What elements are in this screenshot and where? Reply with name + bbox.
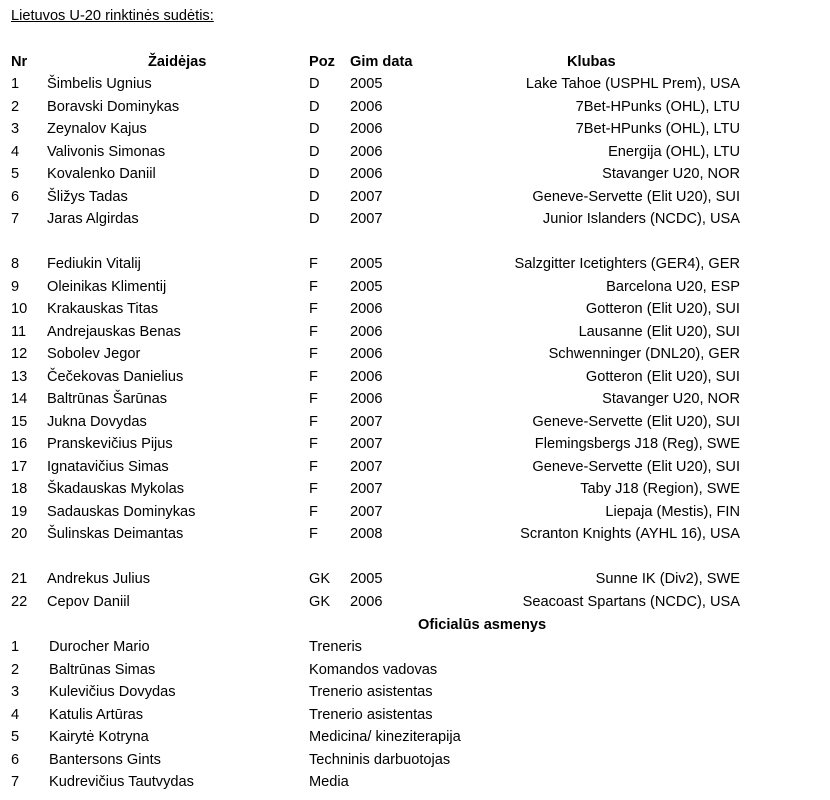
page-title: Lietuvos U-20 rinktinės sudėtis: — [11, 8, 214, 24]
player-year: 2006 — [350, 368, 383, 385]
player-pos: GK — [309, 593, 331, 610]
official-row — [0, 636, 830, 658]
player-pos: F — [309, 391, 318, 407]
player-club: Geneve-Servette (Elit U20), SUI — [532, 188, 740, 205]
player-row — [0, 208, 830, 230]
player-name: Čečekovas Danielius — [47, 368, 184, 385]
player-nr: 3 — [11, 121, 20, 137]
player-nr: 21 — [11, 571, 28, 587]
player-name: Krakauskas Titas — [47, 301, 159, 317]
player-row — [0, 253, 830, 275]
player-year: 2006 — [350, 121, 383, 137]
player-club: 7Bet-HPunks (OHL), LTU — [575, 121, 740, 137]
official-name: Durocher Mario — [49, 639, 150, 655]
player-name: Sobolev Jegor — [47, 346, 141, 362]
player-pos: D — [309, 143, 320, 160]
official-role: Trenerio asistentas — [309, 706, 433, 723]
player-name: Fediukin Vitalij — [47, 256, 141, 272]
player-nr: 4 — [11, 143, 20, 160]
player-year: 2006 — [350, 346, 383, 362]
player-club: Stavanger U20, NOR — [602, 166, 740, 182]
player-pos: D — [309, 76, 320, 92]
player-pos: F — [309, 278, 318, 295]
player-pos: F — [309, 503, 318, 520]
player-club: Gotteron (Elit U20), SUI — [585, 368, 740, 385]
player-nr: 19 — [11, 503, 28, 520]
header-player: Žaidėjas — [148, 54, 207, 70]
header-birth: Gim data — [350, 54, 413, 70]
player-nr: 20 — [11, 526, 28, 542]
player-club: Energija (OHL), LTU — [608, 143, 740, 160]
player-year: 2007 — [350, 188, 383, 205]
official-row — [0, 771, 830, 793]
official-name: Bantersons Gints — [49, 751, 161, 768]
player-nr: 11 — [11, 323, 27, 340]
player-pos: D — [309, 121, 320, 137]
player-club: Lausanne (Elit U20), SUI — [578, 323, 740, 340]
official-role: Media — [309, 774, 349, 790]
official-nr: 5 — [11, 729, 20, 745]
official-role: Trenerio asistentas — [309, 684, 433, 700]
player-nr: 12 — [11, 346, 28, 362]
player-pos: D — [309, 211, 320, 227]
player-year: 2007 — [350, 211, 383, 227]
player-year: 2006 — [350, 143, 383, 160]
player-row — [0, 501, 830, 523]
player-pos: F — [309, 323, 318, 340]
player-club: 7Bet-HPunks (OHL), LTU — [575, 98, 740, 115]
player-name: Jukna Dovydas — [47, 413, 147, 430]
player-year: 2006 — [350, 593, 383, 610]
player-pos: F — [309, 458, 318, 475]
official-role: Komandos vadovas — [309, 661, 438, 678]
player-club: Lake Tahoe (USPHL Prem), USA — [525, 76, 740, 92]
player-year: 2006 — [350, 323, 383, 340]
official-row — [0, 681, 830, 703]
player-year: 2007 — [350, 503, 383, 520]
header-club: Klubas — [567, 54, 616, 70]
official-name: Kulevičius Dovydas — [49, 684, 176, 700]
player-row — [0, 411, 830, 433]
player-pos: F — [309, 526, 318, 542]
player-row — [0, 456, 830, 478]
player-pos: F — [309, 301, 318, 317]
player-nr: 22 — [11, 593, 28, 610]
player-row — [0, 366, 830, 388]
player-row — [0, 433, 830, 455]
player-pos: D — [309, 98, 320, 115]
player-nr: 8 — [11, 256, 20, 272]
player-club: Sunne IK (Div2), SWE — [595, 571, 740, 587]
official-name: Kudrevičius Tautvydas — [49, 774, 194, 790]
player-row — [0, 96, 830, 118]
player-nr: 1 — [11, 76, 20, 92]
player-club: Flemingsbergs J18 (Reg), SWE — [534, 436, 740, 452]
player-name: Pranskevičius Pijus — [47, 436, 173, 452]
player-name: Zeynalov Kajus — [47, 121, 147, 137]
player-club: Geneve-Servette (Elit U20), SUI — [532, 413, 740, 430]
player-row — [0, 186, 830, 208]
player-pos: F — [309, 413, 318, 430]
player-pos: F — [309, 436, 318, 452]
official-role: Techninis darbuotojas — [309, 751, 451, 768]
player-row — [0, 141, 830, 163]
player-row — [0, 321, 830, 343]
player-nr: 2 — [11, 98, 20, 115]
player-row — [0, 118, 830, 140]
player-club: Taby J18 (Region), SWE — [580, 481, 740, 497]
player-name: Andrekus Julius — [47, 571, 151, 587]
player-name: Šulinskas Deimantas — [47, 526, 184, 542]
player-nr: 10 — [11, 301, 28, 317]
player-pos: F — [309, 368, 318, 385]
officials-title: Oficialūs asmenys — [418, 617, 547, 633]
official-nr: 4 — [11, 706, 20, 723]
player-year: 2007 — [350, 458, 383, 475]
player-year: 2005 — [350, 76, 383, 92]
player-year: 2006 — [350, 166, 383, 182]
player-year: 2006 — [350, 301, 383, 317]
player-row — [0, 568, 830, 590]
official-nr: 7 — [11, 774, 20, 790]
player-name: Cepov Daniil — [47, 593, 130, 610]
player-name: Jaras Algirdas — [47, 211, 139, 227]
player-name: Sadauskas Dominykas — [47, 503, 196, 520]
header-pos: Poz — [309, 54, 335, 70]
player-name: Oleinikas Klimentij — [47, 278, 167, 295]
player-nr: 18 — [11, 481, 28, 497]
player-row — [0, 298, 830, 320]
player-year: 2006 — [350, 98, 383, 115]
player-name: Baltrūnas Šarūnas — [47, 391, 168, 407]
header-nr: Nr — [11, 54, 28, 70]
official-row — [0, 704, 830, 726]
player-club: Liepaja (Mestis), FIN — [605, 503, 740, 520]
player-name: Šližys Tadas — [47, 188, 128, 205]
player-name: Kovalenko Daniil — [47, 166, 156, 182]
player-row — [0, 276, 830, 298]
player-year: 2005 — [350, 571, 383, 587]
player-nr: 16 — [11, 436, 28, 452]
player-nr: 6 — [11, 188, 20, 205]
player-row — [0, 523, 830, 545]
player-nr: 15 — [11, 413, 28, 430]
player-pos: D — [309, 166, 320, 182]
player-nr: 9 — [11, 278, 20, 295]
player-year: 2007 — [350, 481, 383, 497]
player-row — [0, 388, 830, 410]
official-role: Medicina/ kineziterapija — [309, 729, 461, 745]
player-row — [0, 73, 830, 95]
player-club: Salzgitter Icetighters (GER4), GER — [514, 256, 740, 272]
player-name: Andrejauskas Benas — [47, 323, 181, 340]
player-row — [0, 343, 830, 365]
player-year: 2006 — [350, 391, 383, 407]
official-nr: 6 — [11, 751, 20, 768]
player-row — [0, 163, 830, 185]
player-year: 2005 — [350, 256, 383, 272]
player-nr: 7 — [11, 211, 20, 227]
player-name: Boravski Dominykas — [47, 98, 180, 115]
player-year: 2005 — [350, 278, 383, 295]
player-club: Gotteron (Elit U20), SUI — [585, 301, 740, 317]
official-name: Baltrūnas Simas — [49, 661, 156, 678]
player-pos: F — [309, 481, 318, 497]
player-club: Stavanger U20, NOR — [602, 391, 740, 407]
official-nr: 3 — [11, 684, 20, 700]
player-name: Šimbelis Ugnius — [47, 76, 152, 92]
official-nr: 1 — [11, 639, 20, 655]
player-nr: 5 — [11, 166, 20, 182]
player-row — [0, 591, 830, 613]
player-year: 2007 — [350, 413, 383, 430]
official-row — [0, 659, 830, 681]
player-club: Seacoast Spartans (NCDC), USA — [522, 593, 740, 610]
player-nr: 17 — [11, 458, 28, 475]
official-name: Katulis Artūras — [49, 706, 144, 723]
official-row — [0, 749, 830, 771]
player-pos: GK — [309, 571, 331, 587]
player-club: Junior Islanders (NCDC), USA — [542, 211, 740, 227]
player-club: Schwenninger (DNL20), GER — [548, 346, 740, 362]
player-club: Barcelona U20, ESP — [606, 278, 740, 295]
player-name: Valivonis Simonas — [47, 143, 166, 160]
player-nr: 14 — [11, 391, 28, 407]
official-name: Kairytė Kotryna — [49, 729, 149, 745]
official-nr: 2 — [11, 661, 20, 678]
player-club: Scranton Knights (AYHL 16), USA — [520, 526, 740, 542]
table-header — [0, 51, 830, 73]
player-year: 2008 — [350, 526, 383, 542]
player-row — [0, 478, 830, 500]
player-year: 2007 — [350, 436, 383, 452]
player-nr: 13 — [11, 368, 28, 385]
official-role: Treneris — [309, 639, 362, 655]
player-name: Škadauskas Mykolas — [47, 481, 185, 497]
player-pos: F — [309, 256, 318, 272]
player-club: Geneve-Servette (Elit U20), SUI — [532, 458, 740, 475]
official-row — [0, 726, 830, 748]
player-pos: D — [309, 188, 320, 205]
player-name: Ignatavičius Simas — [47, 458, 169, 475]
player-pos: F — [309, 346, 318, 362]
